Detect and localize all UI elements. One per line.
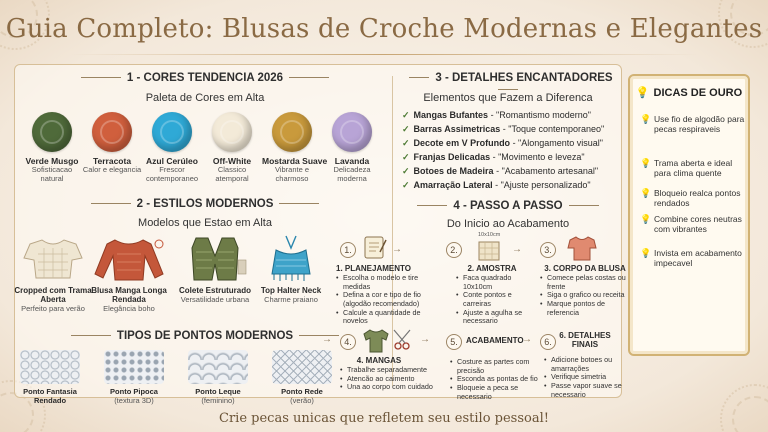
gauge-swatch-icon [476,240,502,262]
check-icon: ✓ [402,110,410,120]
step-list: • Trabalhe separadamente • Atencão ao caimento • Una ao corpo com cuidado [340,366,440,392]
step-list: • Adicione botoes ou amarrações • Verifique simetria • Passe vapor suave se necessario [544,356,628,399]
blouse-body-icon [566,234,598,262]
popcorn-stitch-icon [104,350,164,384]
section2-subtitle: Modelos que Estao em Alta [138,217,272,229]
step-title: 2. AMOSTRA [467,264,517,273]
net-stitch-icon [272,350,332,384]
color-swatch-verde-musgo: Verde Musgo Sofisticacao natural [22,112,82,183]
model-cropped: Cropped com Trama Aberta Perfeito para verão [10,234,96,313]
detail-item: ✓ Franjas Delicadas - "Movimento e leveza" [402,152,585,162]
step-list: • Costure as partes com precisão • Esconda as pontas de fio • Bloqueie a peca se necessario [450,358,540,401]
color-swatch-azul-ceruleo: Azul Cerúleo Frescor contemporaneo [142,112,202,183]
stitch-rede: Ponto Rede (verão) [262,350,342,405]
tips-title: 💡 DICAS DE OURO [635,87,743,99]
yarn-ball-icon [272,112,312,152]
step-number: 3. [540,242,556,258]
long-sleeve-blouse-icon [91,234,167,284]
lightbulb-icon: 💡 [635,87,650,99]
check-icon: ✓ [402,138,410,148]
swatch-size-label: 10x10cm [478,232,501,238]
section4-subtitle: Do Inicio ao Acabamento [446,218,570,230]
page-title: Guia Completo: Blusas de Croche Modernas e Elegantes [5,14,763,44]
detail-item: ✓ Decote em V Profundo - "Alongamento visual" [402,138,603,148]
yarn-ball-icon [152,112,192,152]
arrow-icon: → [392,244,402,255]
step-title: 4. MANGAS [356,356,402,365]
halter-top-icon [258,234,324,284]
arrow-icon: → [322,334,332,345]
step-number: 4. [340,334,356,350]
yarn-ball-icon [212,112,252,152]
detail-item: ✓ Barras Assimetricas - "Toque contemporaneo" [402,124,605,134]
lightbulb-icon: 💡 [640,188,652,198]
stitch-pipoca: Ponto Pipoca (textura 3D) [94,350,174,405]
yarn-ball-icon [32,112,72,152]
step-number: 6. [540,334,556,350]
vest-icon [182,234,248,284]
arrow-icon: → [522,334,532,345]
section4-title: 4 - PASSO A PASSO [396,200,620,212]
check-icon: ✓ [402,152,410,162]
color-swatch-terracota: Terracota Calor e elegancia [82,112,142,175]
lightbulb-icon: 💡 [640,214,652,224]
lightbulb-icon: 💡 [640,248,652,258]
section1-title: 1 - CORES TENDENCIA 2026 [20,72,390,84]
tip-item: 💡 Trama aberta e ideal para clima quente [640,158,733,179]
sleeves-scissors-icon [362,326,414,354]
step-title: ACABAMENTO [466,336,524,345]
step-list: • Faca quadrado 10x10cm • Conte pontos e carreiras • Ajuste a agulha se necessario [456,274,540,326]
arrow-icon: → [512,244,522,255]
color-swatch-off-white: Off-White Classico atemporal [202,112,262,183]
model-halter: Top Halter Neck Charme praiano [248,234,334,304]
model-vest: Colete Estruturado Versatilidade urbana [172,234,258,304]
stitches-title: TIPOS DE PONTOS MODERNOS [20,330,390,342]
detail-item: ✓ Mangas Bufantes - "Romantismo moderno" [402,110,591,120]
stitch-fantasia: Ponto Fantasia Rendado [10,350,90,405]
tips-panel [628,74,750,356]
color-swatch-lavanda: Lavanda Delicadeza moderna [322,112,382,183]
check-icon: ✓ [402,166,410,176]
arrow-icon: → [420,334,430,345]
yarn-ball-icon [92,112,132,152]
check-icon: ✓ [402,180,410,190]
fan-stitch-icon [188,350,248,384]
color-swatch-mostarda: Mostarda Suave Vibrante e charmoso [262,112,322,183]
step-number: 5. [446,334,462,350]
lace-stitch-icon [20,350,80,384]
detail-item: ✓ Botoes de Madeira - "Acabamento artesanal" [402,166,599,176]
section2-title: 2 - ESTILOS MODERNOS [20,198,390,210]
lightbulb-icon: 💡 [640,158,652,168]
tip-item: 💡 Bloqueio realca pontos rendados [640,188,741,209]
tip-item: 💡 Combine cores neutras com vibrantes [640,214,742,235]
model-long-sleeve: Blusa Manga Longa Rendada Elegância boho [86,234,172,313]
title-divider [70,54,698,55]
step-title: 1. PLANEJAMENTO [336,264,411,273]
step-list: • Escolha o modelo e tire medidas • Defina a cor e tipo de fio (algodão recomendado) • Calcule a quantidade de novelos [336,274,440,326]
check-icon: ✓ [402,124,410,134]
step-title: 3. CORPO DA BLUSA [544,264,626,273]
stitch-leque: Ponto Leque (feminino) [178,350,258,405]
section3-subtitle: Elementos que Fazem a Diferenca [423,92,593,104]
step-number: 2. [446,242,462,258]
lightbulb-icon: 💡 [640,114,652,124]
section1-subtitle: Paleta de Cores em Alta [145,92,265,104]
step-list: • Comece pelas costas ou frente • Siga o grafico ou receita • Marque pontos de referencia [540,274,630,317]
step-number: 1. [340,242,356,258]
detail-item: ✓ Amarração Lateral - "Ajuste personalizado" [402,180,591,190]
section3-title: 3 - DETALHES ENCANTADORES [396,72,620,96]
footer-tagline: Crie pecas unicas que refletem seu estilo pessoal! [219,411,549,426]
cropped-top-icon [20,234,86,284]
yarn-ball-icon [332,112,372,152]
clipboard-icon [362,234,388,260]
tip-item: 💡 Invista em acabamento impecavel [640,248,742,269]
step-title: 6. DETALHES FINAIS [559,331,611,349]
tip-item: 💡 Use fio de algodão para pecas respiraveis [640,114,745,135]
